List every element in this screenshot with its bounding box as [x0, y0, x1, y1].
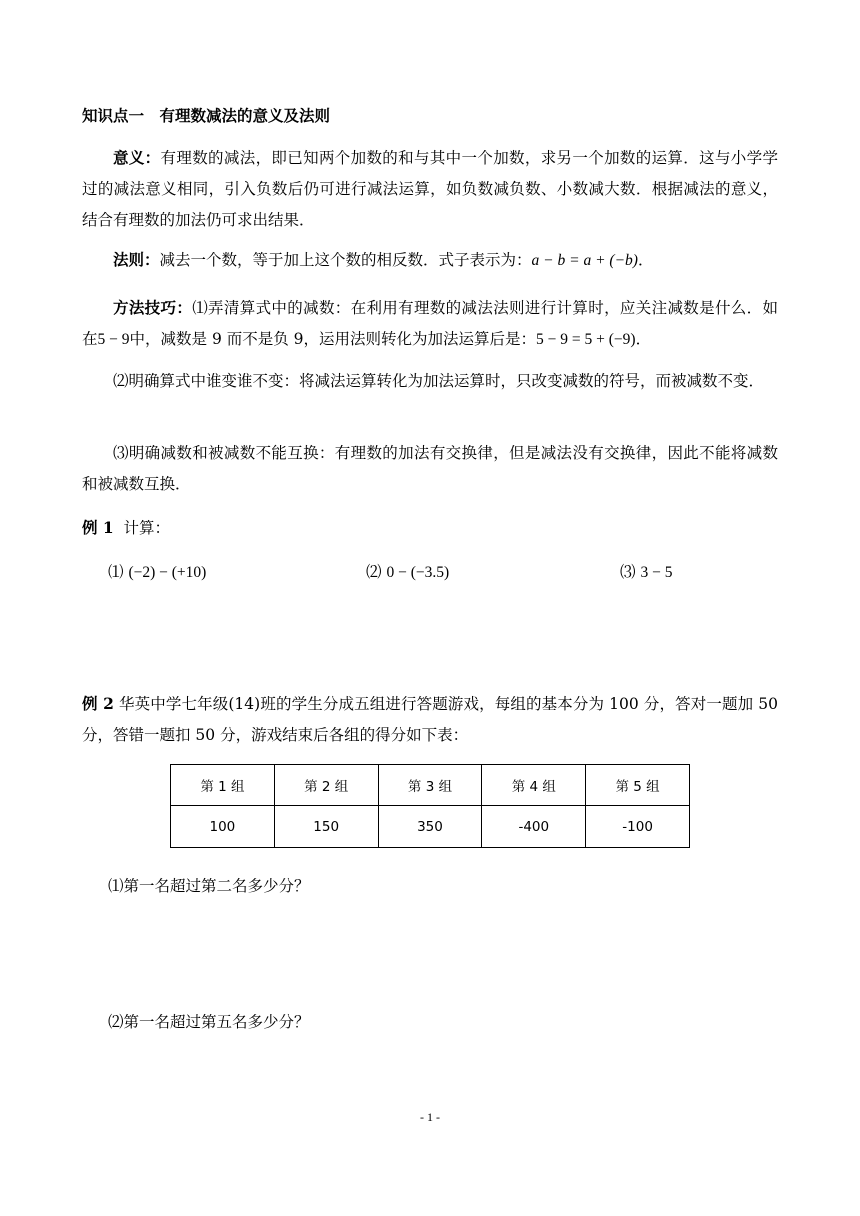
meaning-paragraph [82, 142, 778, 236]
value-cell: 100 [171, 806, 275, 848]
item-2-expression: 0 − (−3.5) [386, 564, 450, 581]
tip-1-expr-2: 5 − 9 = 5 + (−9) [536, 331, 636, 348]
item-1-number: ⑴ [108, 563, 124, 581]
rule-text: 减去一个数，等于加上这个数的相反数．式子表示为： [159, 251, 532, 269]
header-cell: 第 5 组 [586, 765, 690, 806]
item-1-expression: (−2) − (+10) [128, 564, 207, 581]
value-cell: -100 [586, 806, 690, 848]
rule-paragraph [82, 244, 778, 276]
example-2-label: 例 2 [82, 694, 114, 713]
tip-2-paragraph: ⑵明确算式中谁变谁不变：将减法运算转化为加法运算时，只改变减数的符号，而被减数不变． [113, 372, 765, 390]
tip-1-expr-1: 5 − 9 [97, 331, 130, 348]
example-1-item-1 [108, 560, 206, 585]
tip-1-text-a: ⑴弄清算式中的减数：在利用有理数的减法法则进行计算时，应关注减数是什么．如在 [82, 299, 778, 348]
example-1-prompt: 计算： [123, 519, 171, 537]
score-table [170, 764, 690, 848]
example-1-label: 例 1 [82, 518, 114, 537]
rule-end: ． [637, 251, 654, 269]
item-3-number: ⑶ [620, 563, 636, 581]
section-heading: 知识点一 有理数减法的意义及法则 [82, 106, 331, 125]
rule-formula: a − b = a + (−b) [531, 252, 638, 269]
tip-1-text-b: 中，减数是 9 而不是负 9，运用法则转化为加法运算后是： [129, 330, 537, 348]
score-table-value-row [171, 806, 690, 848]
page-number: - 1 - [420, 1110, 440, 1124]
value-cell: 350 [378, 806, 482, 848]
example-2-question-1: ⑴第一名超过第二名多少分？ [108, 877, 310, 895]
header-cell: 第 3 组 [378, 765, 482, 806]
header-cell: 第 2 组 [274, 765, 378, 806]
example-1-item-2 [366, 560, 449, 585]
value-cell: 150 [274, 806, 378, 848]
header-cell: 第 4 组 [482, 765, 586, 806]
example-1-item-3 [620, 560, 672, 585]
score-table-header-row [171, 765, 690, 806]
tips-label: 方法技巧： [113, 298, 193, 317]
item-2-number: ⑵ [366, 563, 382, 581]
tip-3-paragraph: ⑶明确减数和被减数不能互换：有理数的加法有交换律，但是减法没有交换律，因此不能将减数和被减数互换． [82, 444, 778, 493]
meaning-text: 有理数的减法，即已知两个加数的和与其中一个加数，求另一个加数的运算．这与小学学过的减法意义相同，引入负数后仍可进行减法运算，如负数减负数、小数减大数．根据减法的意义，结合有理数的加法仍可求出结果． [82, 149, 778, 229]
item-3-expression: 3 − 5 [640, 564, 673, 581]
example-2-paragraph [82, 688, 778, 751]
rule-label: 法则： [113, 250, 160, 269]
tip-1-paragraph [82, 292, 778, 355]
header-cell: 第 1 组 [171, 765, 275, 806]
value-cell: -400 [482, 806, 586, 848]
example-2-question-2: ⑵第一名超过第五名多少分？ [108, 1013, 310, 1031]
tip-1-end: ． [635, 330, 652, 348]
example-1-heading [82, 512, 778, 544]
example-2-text: 华英中学七年级(14)班的学生分成五组进行答题游戏，每组的基本分为 100 分，答对一题加 50 分，答错一题扣 50 分，游戏结束后各组的得分如下表： [82, 695, 778, 744]
meaning-label: 意义： [113, 148, 161, 167]
